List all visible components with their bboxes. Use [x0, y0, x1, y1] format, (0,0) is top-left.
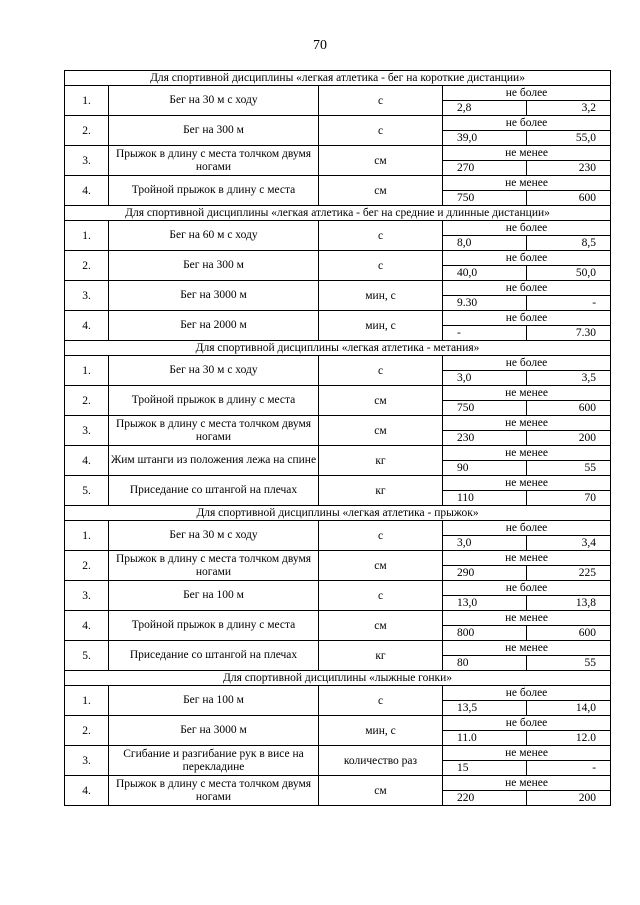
norm-qualifier: не более — [443, 311, 610, 326]
table-row — [65, 641, 611, 671]
standards-table — [64, 70, 611, 806]
unit-cell: см — [319, 551, 443, 581]
norm-value-2: 600 — [578, 192, 597, 204]
norm-values — [443, 446, 611, 476]
norm-qualifier: не менее — [443, 146, 610, 161]
norm-values — [443, 176, 611, 206]
norm-qualifier: не менее — [443, 551, 610, 566]
exercise-name: Бег на 30 м с ходу — [109, 356, 319, 386]
norm-values — [443, 716, 611, 746]
section-title: Для спортивной дисциплины «легкая атлетика - прыжок» — [65, 506, 611, 521]
norm-values — [443, 116, 611, 146]
row-number: 2. — [65, 251, 109, 281]
section-row — [65, 206, 611, 221]
norm-value-1: 2,8 — [443, 101, 527, 115]
section-title: Для спортивной дисциплины «легкая атлетика - бег на средние и длинные дистанции» — [65, 206, 611, 221]
norm-value-1: 800 — [443, 626, 527, 640]
section-title: Для спортивной дисциплины «лыжные гонки» — [65, 671, 611, 686]
section-title: Для спортивной дисциплины «легкая атлетика - бег на короткие дистанции» — [65, 71, 611, 86]
norm-value-2: 14,0 — [575, 702, 597, 714]
norm-value-2: 200 — [578, 432, 597, 444]
norm-value-1: 230 — [443, 431, 527, 445]
norm-qualifier: не менее — [443, 446, 610, 461]
row-number: 1. — [65, 221, 109, 251]
norm-value-1: 15 — [443, 761, 527, 775]
norm-values — [443, 416, 611, 446]
norm-value-1: 9.30 — [443, 296, 527, 310]
norm-values — [443, 221, 611, 251]
norm-qualifier: не менее — [443, 641, 610, 656]
norm-values — [443, 86, 611, 116]
row-number: 3. — [65, 281, 109, 311]
table-row — [65, 386, 611, 416]
unit-cell: см — [319, 416, 443, 446]
norm-values — [443, 251, 611, 281]
row-number: 2. — [65, 716, 109, 746]
section-row — [65, 506, 611, 521]
norm-value-1: 3,0 — [443, 536, 527, 550]
table-row — [65, 446, 611, 476]
norm-value-2: 55 — [584, 462, 597, 474]
norm-qualifier: не менее — [443, 416, 610, 431]
norm-value-1: 39,0 — [443, 131, 527, 145]
unit-cell: с — [319, 521, 443, 551]
norm-value-2: 70 — [584, 492, 597, 504]
norm-value-1: 270 — [443, 161, 527, 175]
exercise-name: Прыжок в длину с места толчком двумя ногами — [109, 776, 319, 806]
norm-values — [443, 776, 611, 806]
norm-value-1: 11.0 — [443, 731, 527, 745]
norm-value-2: 50,0 — [575, 267, 597, 279]
row-number: 2. — [65, 386, 109, 416]
row-number: 2. — [65, 551, 109, 581]
row-number: 4. — [65, 176, 109, 206]
norm-qualifier: не менее — [443, 611, 610, 626]
exercise-name: Бег на 2000 м — [109, 311, 319, 341]
row-number: 4. — [65, 311, 109, 341]
table-row — [65, 146, 611, 176]
table-row — [65, 251, 611, 281]
table-row — [65, 581, 611, 611]
norm-values — [443, 146, 611, 176]
unit-cell: кг — [319, 446, 443, 476]
table-row — [65, 746, 611, 776]
norm-value-2: 230 — [578, 162, 597, 174]
norm-values — [443, 311, 611, 341]
row-number: 4. — [65, 446, 109, 476]
exercise-name: Бег на 30 м с ходу — [109, 86, 319, 116]
unit-cell: с — [319, 116, 443, 146]
section-row — [65, 71, 611, 86]
exercise-name: Сгибание и разгибание рук в висе на перекладине — [109, 746, 319, 776]
table-row — [65, 176, 611, 206]
norm-qualifier: не менее — [443, 176, 610, 191]
row-number: 5. — [65, 641, 109, 671]
norm-value-2: 3,4 — [581, 537, 597, 549]
section-title: Для спортивной дисциплины «легкая атлетика - метания» — [65, 341, 611, 356]
row-number: 1. — [65, 86, 109, 116]
table-row — [65, 686, 611, 716]
norm-value-2: 7.30 — [575, 327, 597, 339]
exercise-name: Бег на 30 м с ходу — [109, 521, 319, 551]
norm-values — [443, 611, 611, 641]
norm-qualifier: не менее — [443, 776, 610, 791]
exercise-name: Бег на 3000 м — [109, 281, 319, 311]
norm-value-2: 3,2 — [581, 102, 597, 114]
unit-cell: с — [319, 86, 443, 116]
exercise-name: Прыжок в длину с места толчком двумя ногами — [109, 551, 319, 581]
norm-values — [443, 581, 611, 611]
norm-value-1: 3,0 — [443, 371, 527, 385]
norm-qualifier: не менее — [443, 386, 610, 401]
norm-qualifier: не менее — [443, 476, 610, 491]
norm-value-2: 55 — [584, 657, 597, 669]
norm-value-2: 12.0 — [575, 732, 597, 744]
norm-values — [443, 281, 611, 311]
table-row — [65, 221, 611, 251]
table-row — [65, 611, 611, 641]
exercise-name: Бег на 100 м — [109, 686, 319, 716]
row-number: 3. — [65, 416, 109, 446]
row-number: 4. — [65, 611, 109, 641]
row-number: 4. — [65, 776, 109, 806]
norm-qualifier: не более — [443, 521, 610, 536]
row-number: 3. — [65, 746, 109, 776]
exercise-name: Тройной прыжок в длину с места — [109, 611, 319, 641]
norm-qualifier: не более — [443, 116, 610, 131]
norm-values — [443, 356, 611, 386]
norm-values — [443, 386, 611, 416]
norm-value-2: 55,0 — [575, 132, 597, 144]
section-row — [65, 671, 611, 686]
norm-qualifier: не более — [443, 581, 610, 596]
norm-qualifier: не более — [443, 716, 610, 731]
norm-qualifier: не более — [443, 686, 610, 701]
exercise-name: Приседание со штангой на плечах — [109, 476, 319, 506]
norm-qualifier: не более — [443, 86, 610, 101]
norm-value-1: - — [443, 326, 527, 340]
exercise-name: Тройной прыжок в длину с места — [109, 176, 319, 206]
norm-value-2: 600 — [578, 402, 597, 414]
norm-value-2: 200 — [578, 792, 597, 804]
norm-value-2: 600 — [578, 627, 597, 639]
norm-value-1: 110 — [443, 491, 527, 505]
unit-cell: мин, с — [319, 311, 443, 341]
unit-cell: мин, с — [319, 716, 443, 746]
exercise-name: Прыжок в длину с места толчком двумя ногами — [109, 416, 319, 446]
exercise-name: Бег на 100 м — [109, 581, 319, 611]
norm-value-2: 225 — [578, 567, 597, 579]
table-row — [65, 776, 611, 806]
norm-value-1: 13,5 — [443, 701, 527, 715]
unit-cell: см — [319, 776, 443, 806]
norm-value-1: 750 — [443, 191, 527, 205]
unit-cell: см — [319, 386, 443, 416]
norm-value-1: 80 — [443, 656, 527, 670]
table-row — [65, 116, 611, 146]
exercise-name: Бег на 300 м — [109, 251, 319, 281]
unit-cell: см — [319, 611, 443, 641]
norm-values — [443, 476, 611, 506]
exercise-name: Прыжок в длину с места толчком двумя ногами — [109, 146, 319, 176]
exercise-name: Тройной прыжок в длину с места — [109, 386, 319, 416]
row-number: 1. — [65, 521, 109, 551]
norm-qualifier: не более — [443, 251, 610, 266]
unit-cell: мин, с — [319, 281, 443, 311]
row-number: 5. — [65, 476, 109, 506]
row-number: 3. — [65, 146, 109, 176]
norm-value-2: 13,8 — [575, 597, 597, 609]
page-number: 70 — [313, 38, 327, 53]
norm-value-2: 3,5 — [581, 372, 597, 384]
norm-values — [443, 551, 611, 581]
norm-value-1: 13,0 — [443, 596, 527, 610]
section-row — [65, 341, 611, 356]
norm-value-1: 750 — [443, 401, 527, 415]
table-row — [65, 281, 611, 311]
norm-qualifier: не более — [443, 281, 610, 296]
exercise-name: Приседание со штангой на плечах — [109, 641, 319, 671]
exercise-name: Бег на 300 м — [109, 116, 319, 146]
table-row — [65, 551, 611, 581]
exercise-name: Бег на 60 м с ходу — [109, 221, 319, 251]
unit-cell: с — [319, 686, 443, 716]
exercise-name: Жим штанги из положения лежа на спине — [109, 446, 319, 476]
norm-value-1: 40,0 — [443, 266, 527, 280]
table-row — [65, 311, 611, 341]
row-number: 1. — [65, 686, 109, 716]
row-number: 3. — [65, 581, 109, 611]
row-number: 1. — [65, 356, 109, 386]
norm-value-2: 8,5 — [581, 237, 597, 249]
unit-cell: см — [319, 176, 443, 206]
norm-values — [443, 746, 611, 776]
norm-value-1: 90 — [443, 461, 527, 475]
norm-value-1: 8,0 — [443, 236, 527, 250]
table-row — [65, 86, 611, 116]
table-row — [65, 476, 611, 506]
unit-cell: количество раз — [319, 746, 443, 776]
unit-cell: кг — [319, 476, 443, 506]
row-number: 2. — [65, 116, 109, 146]
norm-values — [443, 521, 611, 551]
norm-value-1: 220 — [443, 791, 527, 805]
standards-table-body — [65, 71, 611, 806]
norm-values — [443, 641, 611, 671]
norm-value-2: - — [592, 762, 597, 774]
unit-cell: см — [319, 146, 443, 176]
norm-values — [443, 686, 611, 716]
norm-value-1: 290 — [443, 566, 527, 580]
unit-cell: с — [319, 581, 443, 611]
exercise-name: Бег на 3000 м — [109, 716, 319, 746]
norm-qualifier: не более — [443, 221, 610, 236]
unit-cell: кг — [319, 641, 443, 671]
norm-qualifier: не менее — [443, 746, 610, 761]
unit-cell: с — [319, 221, 443, 251]
norm-qualifier: не более — [443, 356, 610, 371]
table-row — [65, 416, 611, 446]
table-row — [65, 521, 611, 551]
unit-cell: с — [319, 356, 443, 386]
norm-value-2: - — [592, 297, 597, 309]
table-row — [65, 356, 611, 386]
unit-cell: с — [319, 251, 443, 281]
table-row — [65, 716, 611, 746]
